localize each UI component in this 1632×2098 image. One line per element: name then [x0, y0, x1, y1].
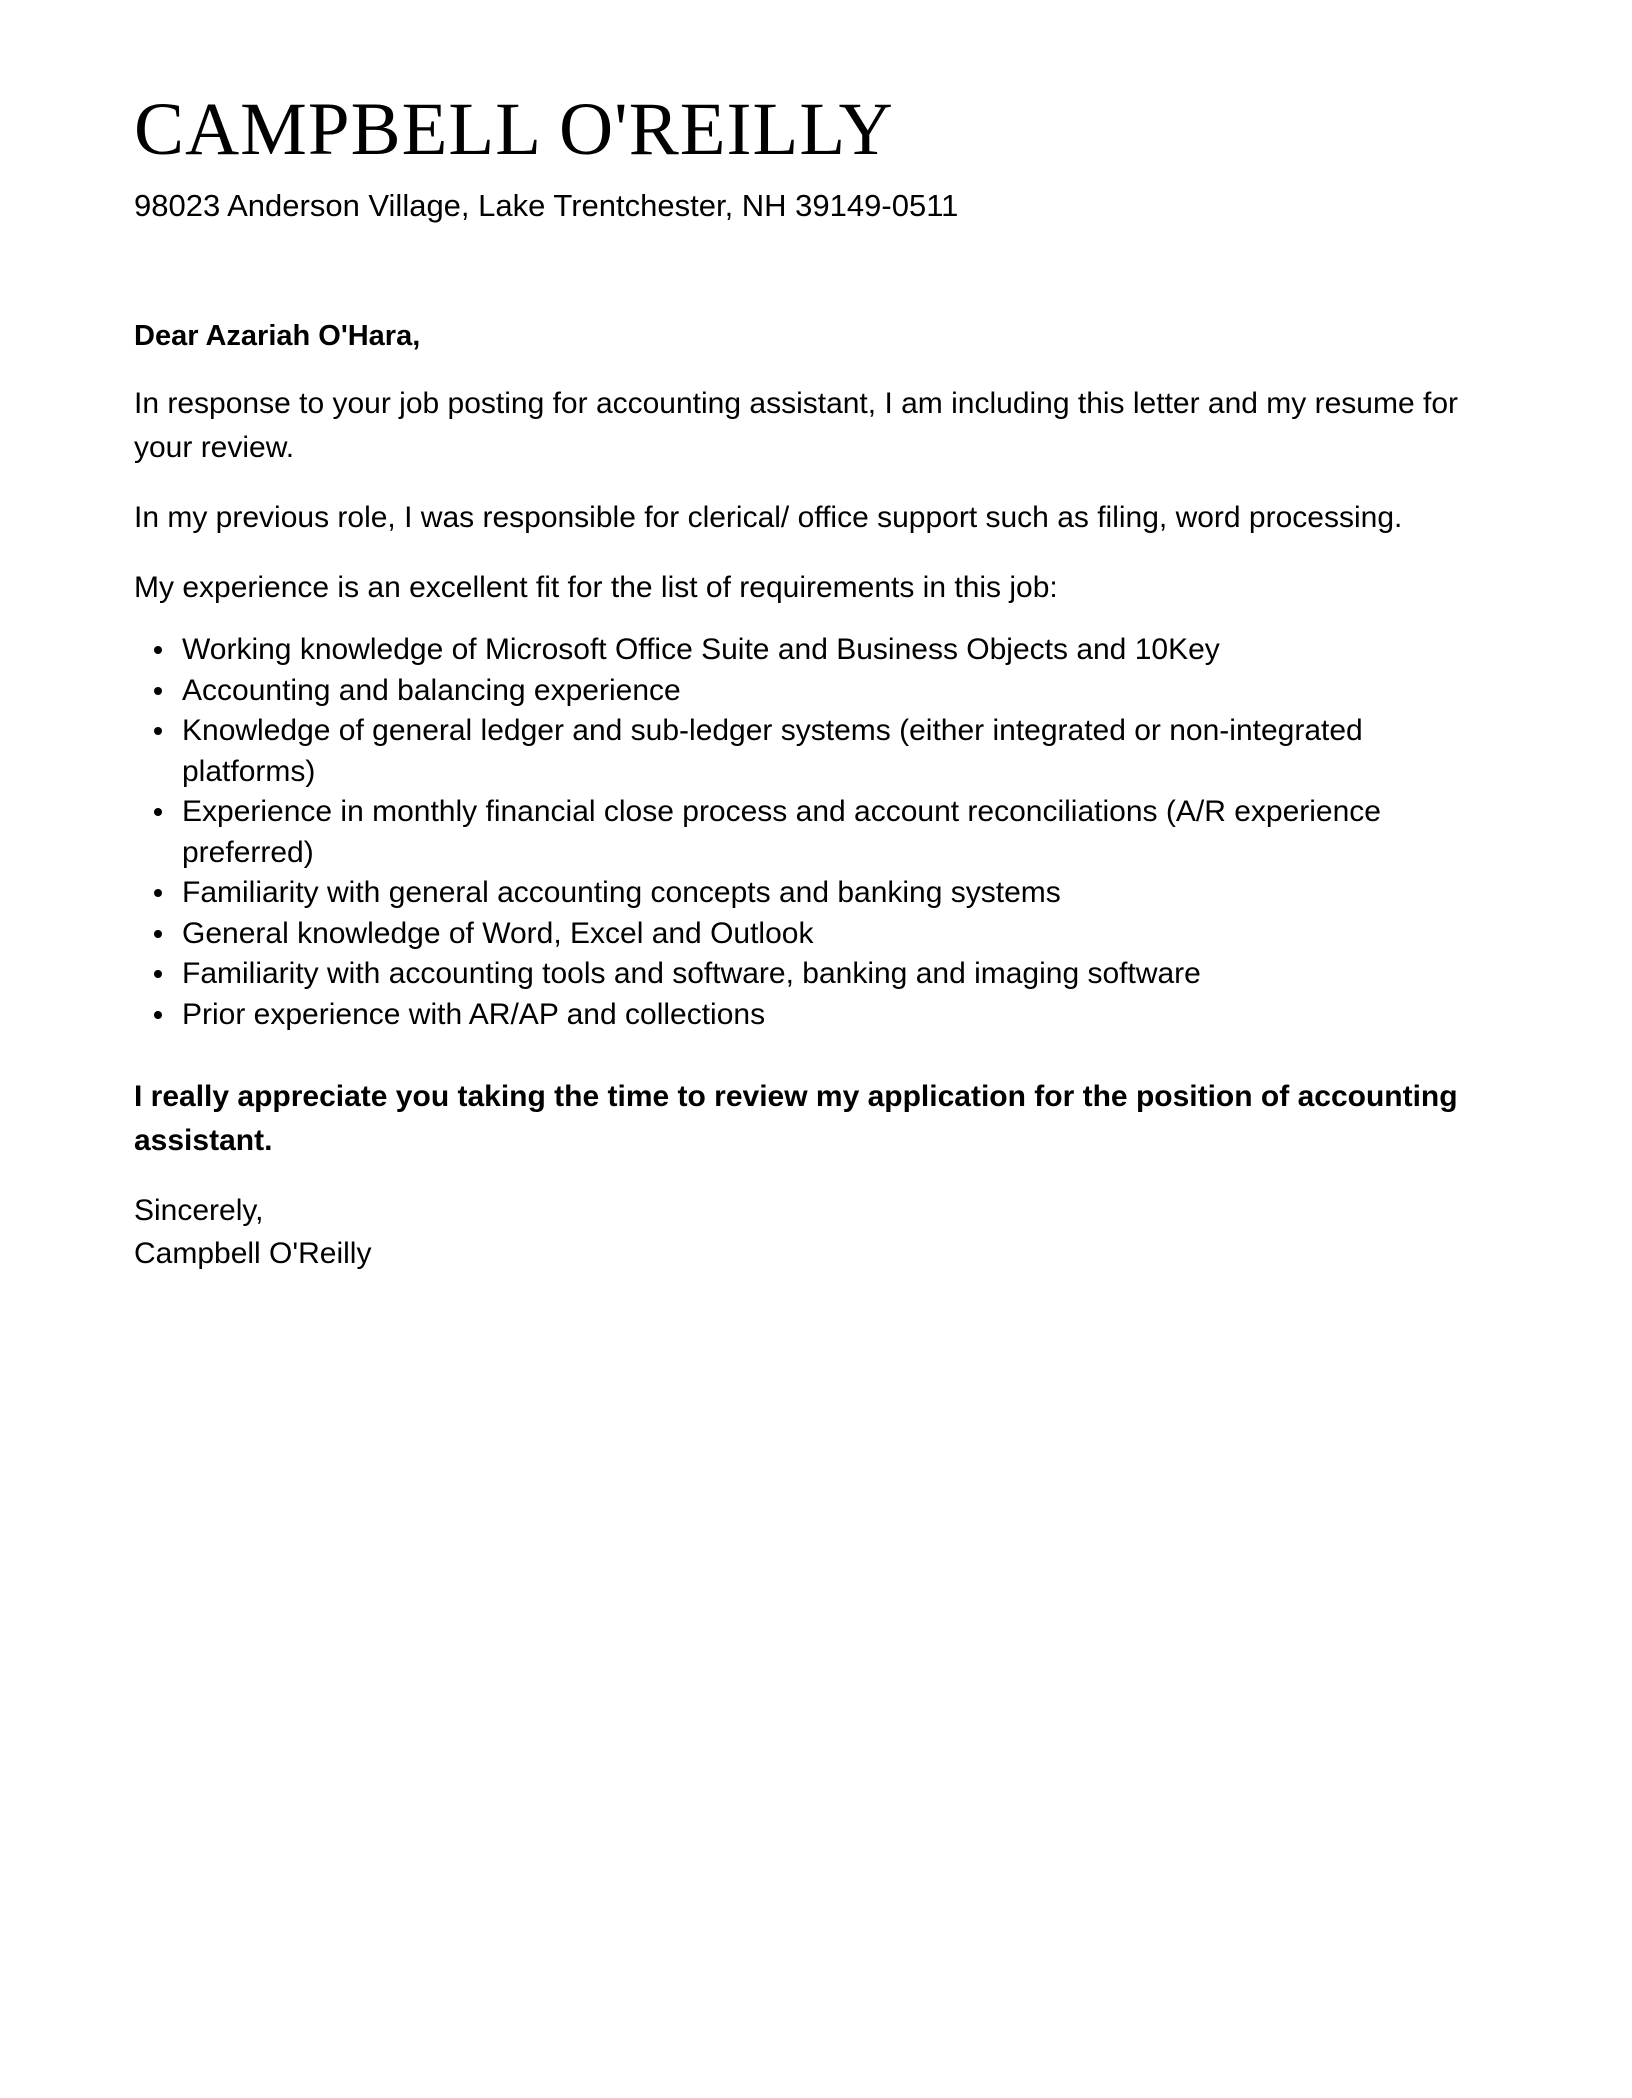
- closing-paragraph: I really appreciate you taking the time to review my application for the position of accounting assistant.: [134, 1080, 1458, 1157]
- signoff-block: [134, 1189, 1504, 1275]
- cover-letter-page: [134, 0, 1504, 1275]
- bullet-icon: [154, 970, 162, 978]
- requirements-intro-paragraph: My experience is an excellent fit for the list of requirements in this job:: [134, 571, 1058, 604]
- list-item-text: Prior experience with AR/AP and collections: [182, 997, 766, 1031]
- list-item-text: General knowledge of Word, Excel and Outlook: [182, 916, 814, 950]
- bullet-icon: [154, 687, 162, 695]
- bullet-icon: [154, 646, 162, 654]
- list-item: [134, 792, 1504, 873]
- signature-name: Campbell O'Reilly: [134, 1237, 372, 1270]
- previous-role-paragraph: In my previous role, I was responsible for clerical/ office support such as filing, word processing.: [134, 501, 1403, 534]
- list-item-text: Familiarity with general accounting concepts and banking systems: [182, 876, 1061, 909]
- list-item: [134, 711, 1504, 792]
- bullet-icon: [154, 930, 162, 938]
- bullet-icon: [154, 808, 162, 816]
- list-item-text: Accounting and balancing experience: [182, 673, 681, 707]
- list-item: [134, 954, 1504, 995]
- list-item: [134, 873, 1504, 914]
- salutation: Dear Azariah O'Hara,: [134, 320, 421, 352]
- list-item: [134, 995, 1504, 1036]
- bullet-icon: [154, 727, 162, 735]
- list-item-text: Familiarity with accounting tools and software, banking and imaging software: [182, 957, 1201, 990]
- intro-paragraph: In response to your job posting for accounting assistant, I am including this letter and my resume for your review.: [134, 387, 1459, 464]
- signoff: Sincerely,: [134, 1194, 264, 1227]
- list-item-text: Working knowledge of Microsoft Office Suite and Business Objects and 10Key: [182, 633, 1220, 666]
- applicant-address: 98023 Anderson Village, Lake Trentchester, NH 39149-0511: [134, 188, 959, 223]
- list-item: [134, 914, 1504, 955]
- bullet-icon: [154, 1011, 162, 1019]
- list-item: [134, 630, 1504, 671]
- list-item: [134, 671, 1504, 712]
- bullet-icon: [154, 889, 162, 897]
- list-item-text: Knowledge of general ledger and sub-ledger systems (either integrated or non-integrated platforms): [182, 714, 1363, 788]
- applicant-name: CAMPBELL O'REILLY: [134, 88, 894, 171]
- list-item-text: Experience in monthly financial close process and account reconciliations (A/R experience preferred): [182, 795, 1381, 869]
- requirements-list: [134, 630, 1504, 1035]
